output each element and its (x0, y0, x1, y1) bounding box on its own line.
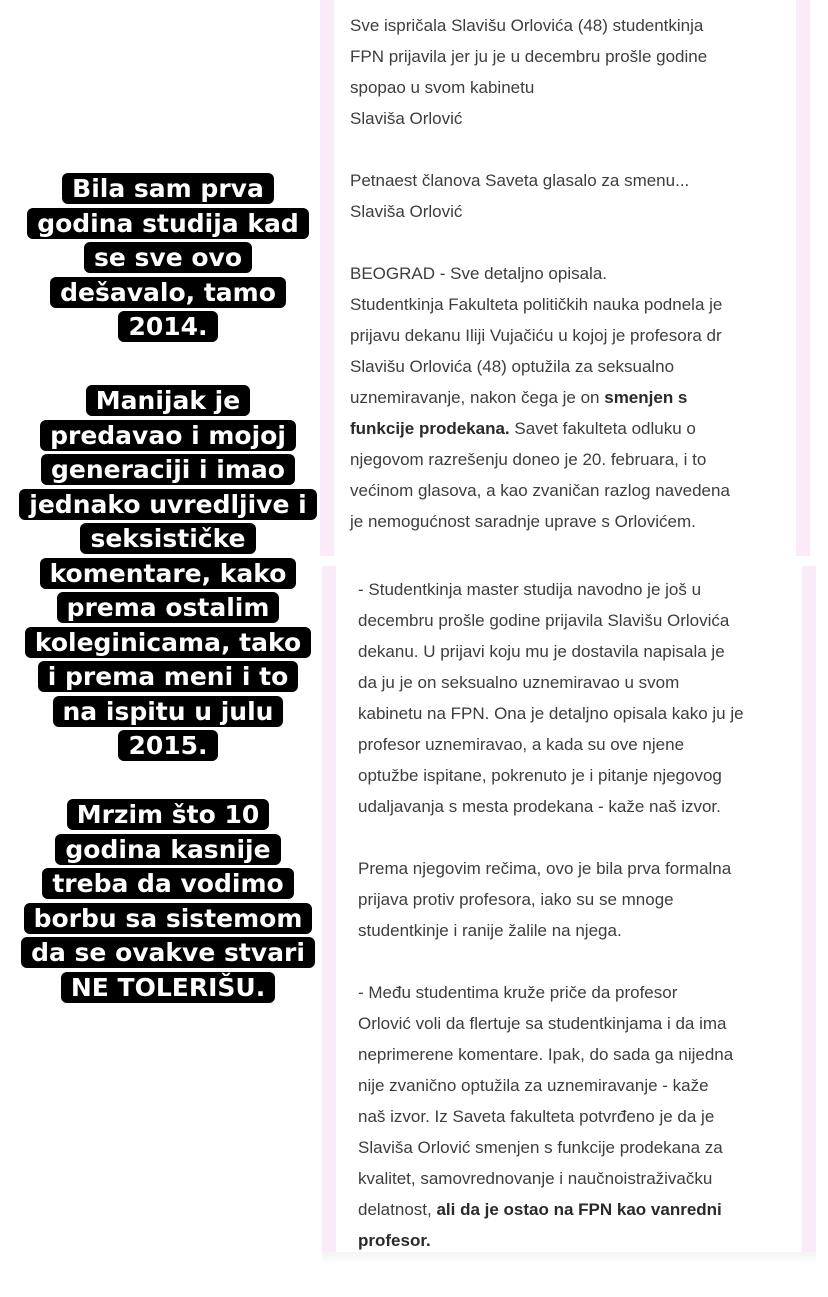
article-lead: BEOGRAD - Sve detaljno opisala. (350, 264, 608, 283)
body-line: Slavišu Orlovića (48) optužila za seksualno (350, 357, 675, 376)
body-line: Studentkinja Fakulteta političkih nauka podnela je (350, 295, 723, 314)
story-overlay-text-2 (12, 384, 324, 764)
overlay-line: borbu sa sistemom (24, 903, 313, 934)
body-line: da ju je on seksualno uznemiravao u svom (358, 673, 680, 692)
overlay-line: 2015. (118, 730, 217, 761)
body-line (358, 1194, 794, 1225)
overlay-line: Mrzim što 10 (67, 799, 270, 830)
body-line: studentkinje i ranije žalile na njega. (358, 921, 622, 940)
headline-1-line-2[interactable]: FPN prijavila jer ju je u decembru prošle godine (350, 47, 708, 66)
body-line: kabinetu na FPN. Ona je detaljno opisala kako ju je (358, 704, 744, 723)
body-text: delatnost, (358, 1200, 437, 1219)
overlay-line: da se ovakve stvari (21, 937, 315, 968)
body-line: optužbe ispitane, pokrenuto je i pitanje njegovog (358, 766, 722, 785)
body-line: udaljavanja s mesta prodekana - kaže naš izvor. (358, 797, 721, 816)
story-overlay-text-3 (12, 798, 324, 1005)
overlay-line: se sve ovo (84, 242, 252, 273)
overlay-line: Bila sam prva (62, 173, 274, 204)
body-line: - Među studentima kruže priče da profesor (358, 983, 678, 1002)
story-overlay-text-1 (12, 172, 324, 345)
body-line: Prema njegovim rečima, ovo je bila prva formalna (358, 859, 732, 878)
overlay-line: 2014. (118, 311, 217, 342)
body-line: kvalitet, samovrednovanje i naučnoistraživačku (358, 1169, 713, 1188)
body-line: profesor uznemiravao, a kada su ove njene (358, 735, 685, 754)
body-line: prijavu dekanu Iliji Vujačiću u kojoj je profesora dr (350, 326, 722, 345)
body-line (350, 382, 790, 413)
body-bold-text: ali da je ostao na FPN kao vanredni (436, 1200, 722, 1219)
overlay-line: NE TOLERIŠU. (61, 972, 275, 1003)
body-text: uznemiravanje, nakon čega je on (350, 388, 605, 407)
headline-1-line-3[interactable]: spopao u svom kabinetu (350, 78, 535, 97)
body-line: neprimerene komentare. Ipak, do sada ga nijedna (358, 1045, 734, 1064)
headline-1-line-1[interactable]: Sve ispričala Slavišu Orlovića (48) studentkinja (350, 16, 704, 35)
body-line: - Studentkinja master studija navodno je još u (358, 580, 702, 599)
headline-2[interactable]: Petnaest članova Saveta glasalo za smenu... (350, 171, 690, 190)
body-bold-text: smenjen s (604, 388, 688, 407)
article-card-top (320, 0, 810, 556)
overlay-line: treba da vodimo (42, 868, 293, 899)
overlay-line: generaciji i imao (41, 454, 295, 485)
author-1: Slaviša Orlović (350, 109, 463, 128)
overlay-line: jednako uvredljive i (19, 489, 316, 520)
overlay-line: i prema meni i to (38, 661, 299, 692)
overlay-line: koleginicama, tako (25, 627, 311, 658)
body-line: prijava protiv profesora, iako su se mnoge (358, 890, 674, 909)
body-bold-text: profesor. (358, 1231, 431, 1250)
body-line (350, 413, 790, 444)
overlay-line: na ispitu u julu (53, 696, 284, 727)
overlay-line: dešavalo, tamo (50, 277, 286, 308)
body-line: nije zvanično optužila za uznemiravanje - kaže (358, 1076, 709, 1095)
article-card-bottom (322, 566, 816, 1252)
overlay-line: komentare, kako (40, 558, 297, 589)
overlay-line: prema ostalim (57, 592, 280, 623)
body-bold-text: funkcije prodekana. (350, 419, 510, 438)
author-2: Slaviša Orlović (350, 202, 463, 221)
overlay-line: Manijak je (86, 385, 250, 416)
body-line: dekanu. U prijavi koju mu je dostavila napisala je (358, 642, 725, 661)
body-line: Orlović voli da flertuje sa studentkinjama i da ima (358, 1014, 727, 1033)
body-text: Savet fakulteta odluku o (509, 419, 696, 438)
card-shadow (322, 1252, 816, 1264)
overlay-line: godina studija kad (27, 208, 309, 239)
overlay-line: godina kasnije (55, 834, 280, 865)
body-line: decembru prošle godine prijavila Slavišu Orlovića (358, 611, 730, 630)
body-line: većinom glasova, a kao zvaničan razlog navedena (350, 481, 730, 500)
body-line: Slaviša Orlović smenjen s funkcije prodekana za (358, 1138, 723, 1157)
body-line: njegovom razrešenju doneo je 20. februara, i to (350, 450, 707, 469)
body-line: naš izvor. Iz Saveta fakulteta potvrđeno je da je (358, 1107, 715, 1126)
overlay-line: predavao i mojoj (40, 420, 296, 451)
overlay-line: seksističke (80, 523, 255, 554)
body-line: je nemogućnost saradnje uprave s Orlovićem. (350, 512, 696, 531)
